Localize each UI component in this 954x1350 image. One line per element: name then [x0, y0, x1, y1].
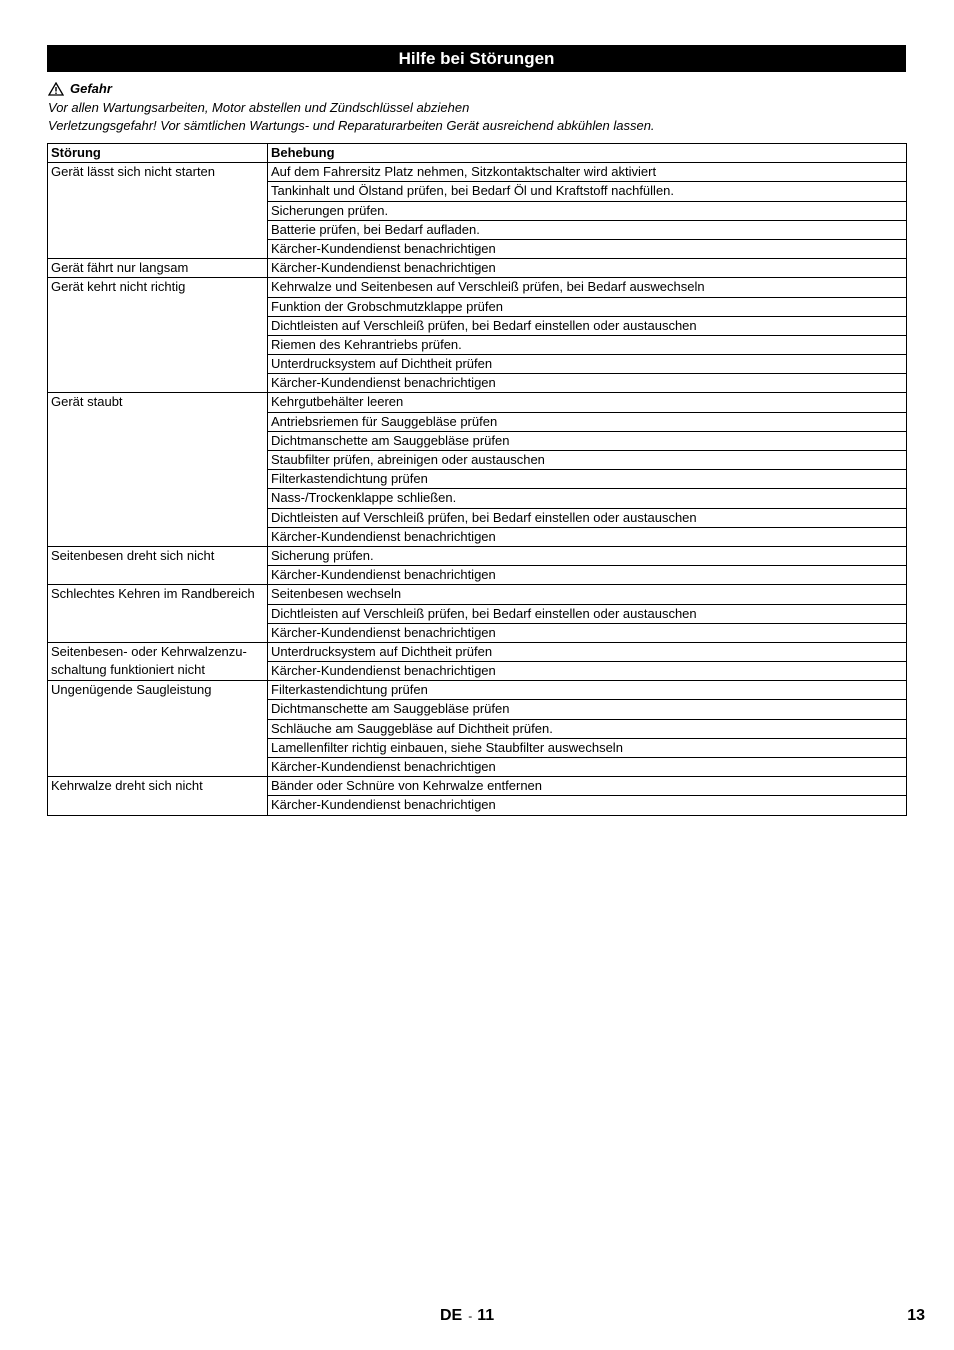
remedy-cell: Lamellenfilter richtig einbauen, siehe Staubfilter auswechseln: [268, 738, 907, 757]
table-row: [48, 259, 907, 278]
remedy-cell: Batterie prüfen, bei Bedarf aufladen.: [268, 220, 907, 239]
remedy-cell: Filterkastendichtung prüfen: [268, 470, 907, 489]
remedy-cell: Kärcher-Kundendienst benachrichtigen: [268, 758, 907, 777]
table-row: [48, 546, 907, 565]
remedy-cell: Kärcher-Kundendienst benachrichtigen: [268, 239, 907, 258]
table-row: [48, 642, 907, 661]
table-row: [48, 585, 907, 604]
fault-table: [47, 143, 907, 816]
table-row: [48, 777, 907, 796]
remedy-cell: Dichtleisten auf Verschleiß prüfen, bei Bedarf einstellen oder austauschen: [268, 604, 907, 623]
remedy-cell: Antriebsriemen für Sauggebläse prüfen: [268, 412, 907, 431]
remedy-cell: Bänder oder Schnüre von Kehrwalze entfernen: [268, 777, 907, 796]
remedy-cell: Kärcher-Kundendienst benachrichtigen: [268, 566, 907, 585]
warning-block: [48, 80, 908, 136]
table-row: [48, 681, 907, 700]
remedy-cell: Kärcher-Kundendienst benachrichtigen: [268, 374, 907, 393]
footer-separator: -: [468, 1309, 473, 1323]
remedy-cell: Dichtmanschette am Sauggebläse prüfen: [268, 700, 907, 719]
header-fault: Störung: [48, 144, 268, 163]
header-remedy: Behebung: [268, 144, 907, 163]
remedy-cell: Seitenbesen wechseln: [268, 585, 907, 604]
fault-cell: Gerät staubt: [48, 393, 268, 547]
remedy-cell: Sicherungen prüfen.: [268, 201, 907, 220]
remedy-cell: Unterdrucksystem auf Dichtheit prüfen: [268, 355, 907, 374]
warning-label: Gefahr: [70, 81, 112, 96]
table-row: [48, 163, 907, 182]
remedy-cell: Schläuche am Sauggebläse auf Dichtheit prüfen.: [268, 719, 907, 738]
warning-triangle-icon: [48, 82, 64, 96]
warning-line: Verletzungsgefahr! Vor sämtlichen Wartungs- und Reparaturarbeiten Gerät ausreichend abkühlen lassen.: [48, 118, 655, 133]
footer-section-page: 11: [477, 1307, 495, 1324]
remedy-cell: Nass-/Trockenklappe schließen.: [268, 489, 907, 508]
fault-cell: Seitenbesen dreht sich nicht: [48, 546, 268, 584]
warning-heading: [48, 80, 908, 99]
fault-cell: Ungenügende Saugleistung: [48, 681, 268, 777]
remedy-cell: Dichtleisten auf Verschleiß prüfen, bei Bedarf einstellen oder austauschen: [268, 316, 907, 335]
remedy-cell: Tankinhalt und Ölstand prüfen, bei Bedarf Öl und Kraftstoff nachfüllen.: [268, 182, 907, 201]
fault-cell: Kehrwalze dreht sich nicht: [48, 777, 268, 815]
remedy-cell: Dichtmanschette am Sauggebläse prüfen: [268, 431, 907, 450]
fault-cell: Gerät kehrt nicht richtig: [48, 278, 268, 393]
remedy-cell: Staubfilter prüfen, abreinigen oder austauschen: [268, 451, 907, 470]
remedy-cell: Funktion der Grobschmutzklappe prüfen: [268, 297, 907, 316]
remedy-cell: Kärcher-Kundendienst benachrichtigen: [268, 796, 907, 815]
remedy-cell: Auf dem Fahrersitz Platz nehmen, Sitzkontaktschalter wird aktiviert: [268, 163, 907, 182]
remedy-cell: Unterdrucksystem auf Dichtheit prüfen: [268, 642, 907, 661]
fault-cell: Seitenbesen- oder Kehrwalzenzu-schaltung funktioniert nicht: [48, 642, 268, 680]
remedy-cell: Filterkastendichtung prüfen: [268, 681, 907, 700]
fault-cell: Gerät fährt nur langsam: [48, 259, 268, 278]
remedy-cell: Kärcher-Kundendienst benachrichtigen: [268, 662, 907, 681]
fault-cell: Schlechtes Kehren im Randbereich: [48, 585, 268, 643]
fault-cell: Gerät lässt sich nicht starten: [48, 163, 268, 259]
table-header-row: [48, 144, 907, 163]
page-number: 13: [907, 1307, 925, 1324]
table-row: [48, 393, 907, 412]
remedy-cell: Kehrgutbehälter leeren: [268, 393, 907, 412]
page-title: Hilfe bei Störungen: [47, 45, 906, 72]
remedy-cell: Kärcher-Kundendienst benachrichtigen: [268, 527, 907, 546]
remedy-cell: Riemen des Kehrantriebs prüfen.: [268, 335, 907, 354]
remedy-cell: Sicherung prüfen.: [268, 546, 907, 565]
footer-section: [440, 1307, 494, 1325]
remedy-cell: Dichtleisten auf Verschleiß prüfen, bei Bedarf einstellen oder austauschen: [268, 508, 907, 527]
footer-lang: DE: [440, 1307, 463, 1324]
remedy-cell: Kärcher-Kundendienst benachrichtigen: [268, 623, 907, 642]
table-row: [48, 278, 907, 297]
remedy-cell: Kärcher-Kundendienst benachrichtigen: [268, 259, 907, 278]
remedy-cell: Kehrwalze und Seitenbesen auf Verschleiß prüfen, bei Bedarf auswechseln: [268, 278, 907, 297]
warning-line: Vor allen Wartungsarbeiten, Motor abstellen und Zündschlüssel abziehen: [48, 99, 470, 115]
